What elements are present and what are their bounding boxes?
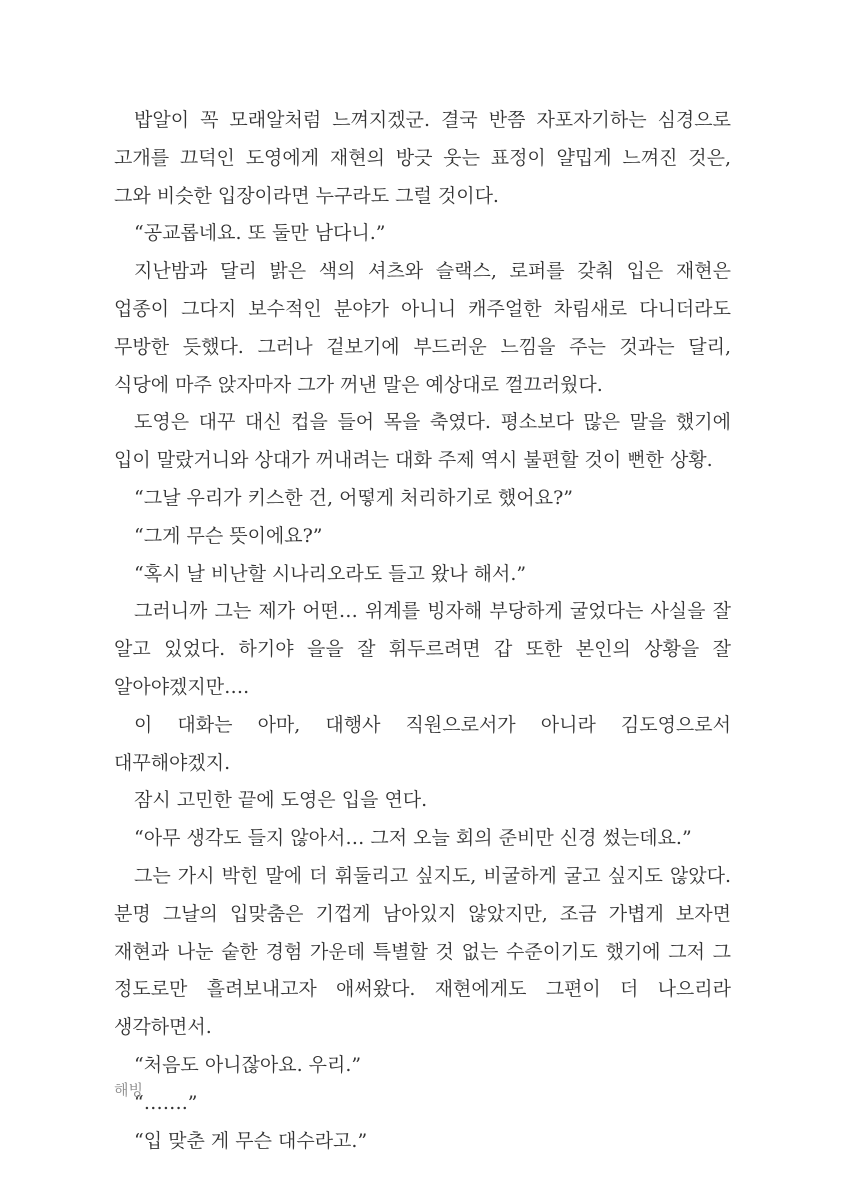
paragraph: 잠시 고민한 끝에 도영은 입을 연다. bbox=[134, 789, 428, 812]
paragraph: 그러니까 그는 제가 어떤… 위계를 빙자해 부당하게 굴었다는 사실을 잘 알고 있었다. 하기야 을을 잘 휘두르려면 갑 또한 본인의 상황을 잘 알아야겠지만…. bbox=[114, 600, 731, 698]
paragraph: 그는 가시 박힌 말에 더 휘둘리고 싶지도, 비굴하게 굴고 싶지도 않았다. 분명 그날의 입맞춤은 기껍게 남아있지 않았지만, 조금 가볍게 보자면 재현과 나눈 숱한 경험 가운데 특별할 것 없는 수준이기도 했기에 그저 그 정도로만 흘려보내고자 애써왔다. 재현에게도 그편이 더 나으리라 생각하면서. bbox=[114, 864, 731, 1039]
page-body-text bbox=[114, 102, 731, 1160]
dialogue-line: “공교롭네요. 또 둘만 남다니.” bbox=[134, 222, 386, 245]
dialogue-line: “…….” bbox=[134, 1091, 198, 1114]
page-footer-title: 해빙 bbox=[114, 1081, 143, 1099]
dialogue-line: “입 맞춘 게 무슨 대수라고.” bbox=[134, 1129, 368, 1152]
dialogue-line: “처음도 아니잖아요. 우리.” bbox=[134, 1053, 362, 1076]
paragraph: 도영은 대꾸 대신 컵을 들어 목을 축였다. 평소보다 많은 말을 했기에 입이 말랐거니와 상대가 꺼내려는 대화 주제 역시 불편할 것이 뻔한 상황. bbox=[114, 411, 731, 472]
dialogue-line: “그게 무슨 뜻이에요?” bbox=[134, 524, 323, 547]
dialogue-line: “그날 우리가 키스한 건, 어떻게 처리하기로 했어요?” bbox=[134, 486, 573, 509]
paragraph: 밥알이 꼭 모래알처럼 느껴지겠군. 결국 반쯤 자포자기하는 심경으로 고개를 끄덕인 도영에게 재현의 방긋 웃는 표정이 얄밉게 느껴진 것은, 그와 비슷한 입장이라면 누구라도 그럴 것이다. bbox=[114, 109, 731, 207]
paragraph: 지난밤과 달리 밝은 색의 셔츠와 슬랙스, 로퍼를 갖춰 입은 재현은 업종이 그다지 보수적인 분야가 아니니 캐주얼한 차림새로 다니더라도 무방한 듯했다. 그러나 겉보기에 부드러운 느낌을 주는 것과는 달리, 식당에 마주 앉자마자 그가 꺼낸 말은 예상대로 껄끄러웠다. bbox=[114, 260, 731, 396]
dialogue-line: “혹시 날 비난할 시나리오라도 들고 왔나 해서.” bbox=[134, 562, 527, 585]
dialogue-line: “아무 생각도 들지 않아서… 그저 오늘 회의 준비만 신경 썼는데요.” bbox=[134, 827, 692, 850]
paragraph: 이 대화는 아마, 대행사 직원으로서가 아니라 김도영으로서 대꾸해야겠지. bbox=[114, 713, 731, 774]
